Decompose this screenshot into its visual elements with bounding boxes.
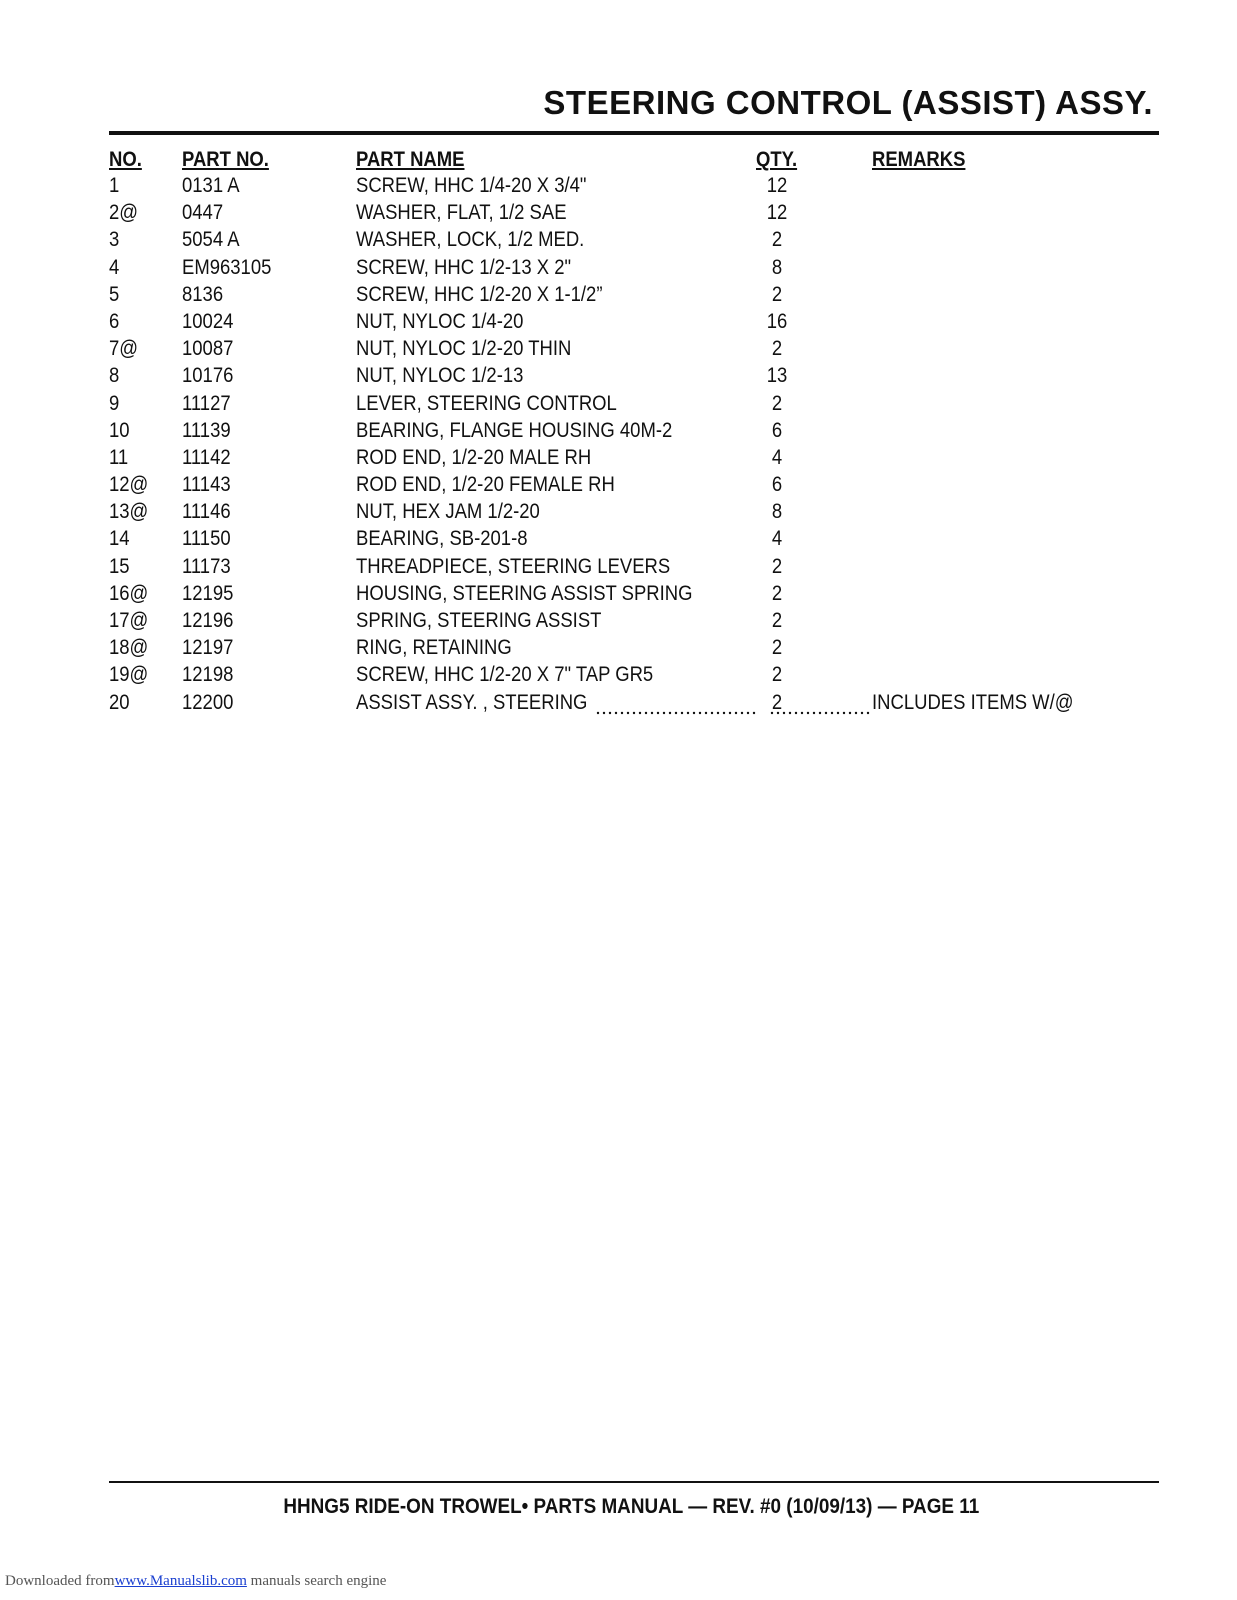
table-row (0, 228, 1237, 255)
row-qty: 13 (766, 364, 788, 388)
row-no: 17@ (109, 609, 149, 632)
download-note (5, 1573, 386, 1590)
row-qty: 2 (771, 228, 783, 252)
table-row (0, 256, 1237, 283)
row-part-name: BEARING, SB-201-8 (356, 527, 528, 551)
row-no: 15 (109, 554, 130, 578)
row-part-name: SCREW, HHC 1/2-20 X 7" TAP GR5 (356, 663, 654, 687)
row-part-name: NUT, HEX JAM 1/2-20 (356, 500, 540, 524)
table-row (0, 582, 1237, 609)
row-no: 10 (109, 418, 130, 442)
table-row (0, 419, 1237, 446)
row-no: 6 (109, 309, 120, 333)
row-part-no: 11173 (182, 554, 231, 578)
table-row (0, 663, 1237, 690)
row-part-name: WASHER, FLAT, 1/2 SAE (356, 201, 567, 225)
row-part-no: 12197 (182, 636, 234, 660)
row-part-no: 10024 (182, 309, 234, 333)
row-part-name: RING, RETAINING (356, 636, 512, 660)
header-remarks: REMARKS (872, 148, 966, 171)
table-row (0, 201, 1237, 228)
row-no: 19@ (109, 663, 149, 687)
row-qty: 4 (771, 527, 783, 551)
row-qty: 2 (771, 609, 783, 632)
table-row (0, 555, 1237, 582)
row-part-name: SPRING, STEERING ASSIST (356, 609, 602, 632)
table-row (0, 283, 1237, 310)
row-qty: 16 (766, 309, 788, 333)
row-no: 11 (109, 445, 129, 469)
row-part-no: 11142 (182, 445, 231, 469)
row-part-name: SCREW, HHC 1/4-20 X 3/4" (356, 174, 587, 197)
row-no: 16@ (109, 581, 149, 605)
row-part-name: ASSIST ASSY. , STEERING (356, 690, 588, 714)
row-part-no: 11146 (182, 500, 231, 524)
row-qty: 2 (771, 282, 783, 306)
row-part-name: NUT, NYLOC 1/2-13 (356, 364, 524, 388)
row-no: 4 (109, 255, 120, 279)
row-part-no: 8136 (182, 282, 224, 306)
header-qty: QTY. (756, 148, 798, 171)
row-part-name: THREADPIECE, STEERING LEVERS (356, 554, 671, 578)
row-no: 2@ (109, 201, 139, 225)
row-part-name: HOUSING, STEERING ASSIST SPRING (356, 581, 693, 605)
row-part-no: 11143 (182, 473, 231, 497)
row-no: 3 (109, 228, 120, 252)
table-row (0, 337, 1237, 364)
row-part-name: BEARING, FLANGE HOUSING 40M-2 (356, 418, 673, 442)
row-part-no: 10176 (182, 364, 234, 388)
table-row (0, 691, 1237, 718)
row-qty: 4 (771, 445, 783, 469)
table-row (0, 392, 1237, 419)
row-qty: 2 (771, 581, 783, 605)
row-qty: 6 (771, 418, 783, 442)
row-part-name: ROD END, 1/2-20 MALE RH (356, 445, 592, 469)
row-qty: 2 (771, 663, 783, 687)
table-row (0, 473, 1237, 500)
row-part-no: 5054 A (182, 228, 240, 252)
download-suffix: manuals search engine (246, 1573, 387, 1589)
row-qty: 6 (771, 473, 783, 497)
row-part-no: 11127 (182, 391, 231, 415)
table-row (0, 609, 1237, 636)
row-qty: 8 (771, 255, 783, 279)
row-part-no: 11139 (182, 418, 231, 442)
table-row (0, 364, 1237, 391)
row-remarks: INCLUDES ITEMS W/@ (872, 690, 1074, 714)
footer-divider (109, 1481, 1159, 1483)
row-part-no: 0131 A (182, 174, 240, 197)
table-row (0, 636, 1237, 663)
row-no: 12@ (109, 473, 149, 497)
row-part-name: SCREW, HHC 1/2-13 X 2" (356, 255, 572, 279)
row-qty: 12 (766, 201, 788, 225)
row-part-no: 12195 (182, 581, 234, 605)
row-part-name: NUT, NYLOC 1/2-20 THIN (356, 337, 572, 361)
row-part-name: LEVER, STEERING CONTROL (356, 391, 617, 415)
table-row (0, 446, 1237, 473)
row-part-no: EM963105 (182, 255, 272, 279)
row-no: 5 (109, 282, 120, 306)
header-part-name: PART NAME (356, 148, 465, 171)
row-no: 20 (109, 690, 130, 714)
row-no: 8 (109, 364, 120, 388)
row-part-name: SCREW, HHC 1/2-20 X 1-1/2” (356, 282, 603, 306)
title-divider (109, 131, 1159, 135)
row-qty: 8 (771, 500, 783, 524)
row-part-no: 12200 (182, 690, 234, 714)
row-part-name: ROD END, 1/2-20 FEMALE RH (356, 473, 615, 497)
row-part-name: WASHER, LOCK, 1/2 MED. (356, 228, 585, 252)
row-part-no: 12196 (182, 609, 234, 632)
row-no: 7@ (109, 337, 139, 361)
row-no: 9 (109, 391, 120, 415)
row-no: 14 (109, 527, 130, 551)
row-qty: 2 (771, 391, 783, 415)
header-no: NO. (109, 148, 142, 171)
table-row (0, 527, 1237, 554)
table-row (0, 174, 1237, 201)
page-footer: HHNG5 RIDE-ON TROWEL• PARTS MANUAL — REV. #0 (10/09/13) — PAGE 11 (283, 1495, 979, 1518)
row-part-no: 0447 (182, 201, 224, 225)
table-row (0, 500, 1237, 527)
row-qty: 2 (771, 554, 783, 578)
row-part-name: NUT, NYLOC 1/4-20 (356, 309, 524, 333)
page-title: STEERING CONTROL (ASSIST) ASSY. (543, 84, 1153, 121)
row-no: 18@ (109, 636, 149, 660)
download-prefix: Downloaded from (5, 1573, 115, 1589)
row-no: 1 (109, 174, 120, 197)
row-qty: 2 (771, 636, 783, 660)
header-part-no: PART NO. (182, 148, 269, 171)
row-qty: 2 (771, 337, 783, 361)
row-qty: 2 (771, 690, 783, 714)
row-part-no: 12198 (182, 663, 234, 687)
manualslib-link[interactable]: www.Manualslib.com (114, 1573, 247, 1589)
row-part-no: 11150 (182, 527, 231, 551)
row-qty: 12 (766, 174, 788, 197)
row-part-no: 10087 (182, 337, 234, 361)
parts-table (0, 174, 1237, 718)
row-no: 13@ (109, 500, 149, 524)
table-row (0, 310, 1237, 337)
